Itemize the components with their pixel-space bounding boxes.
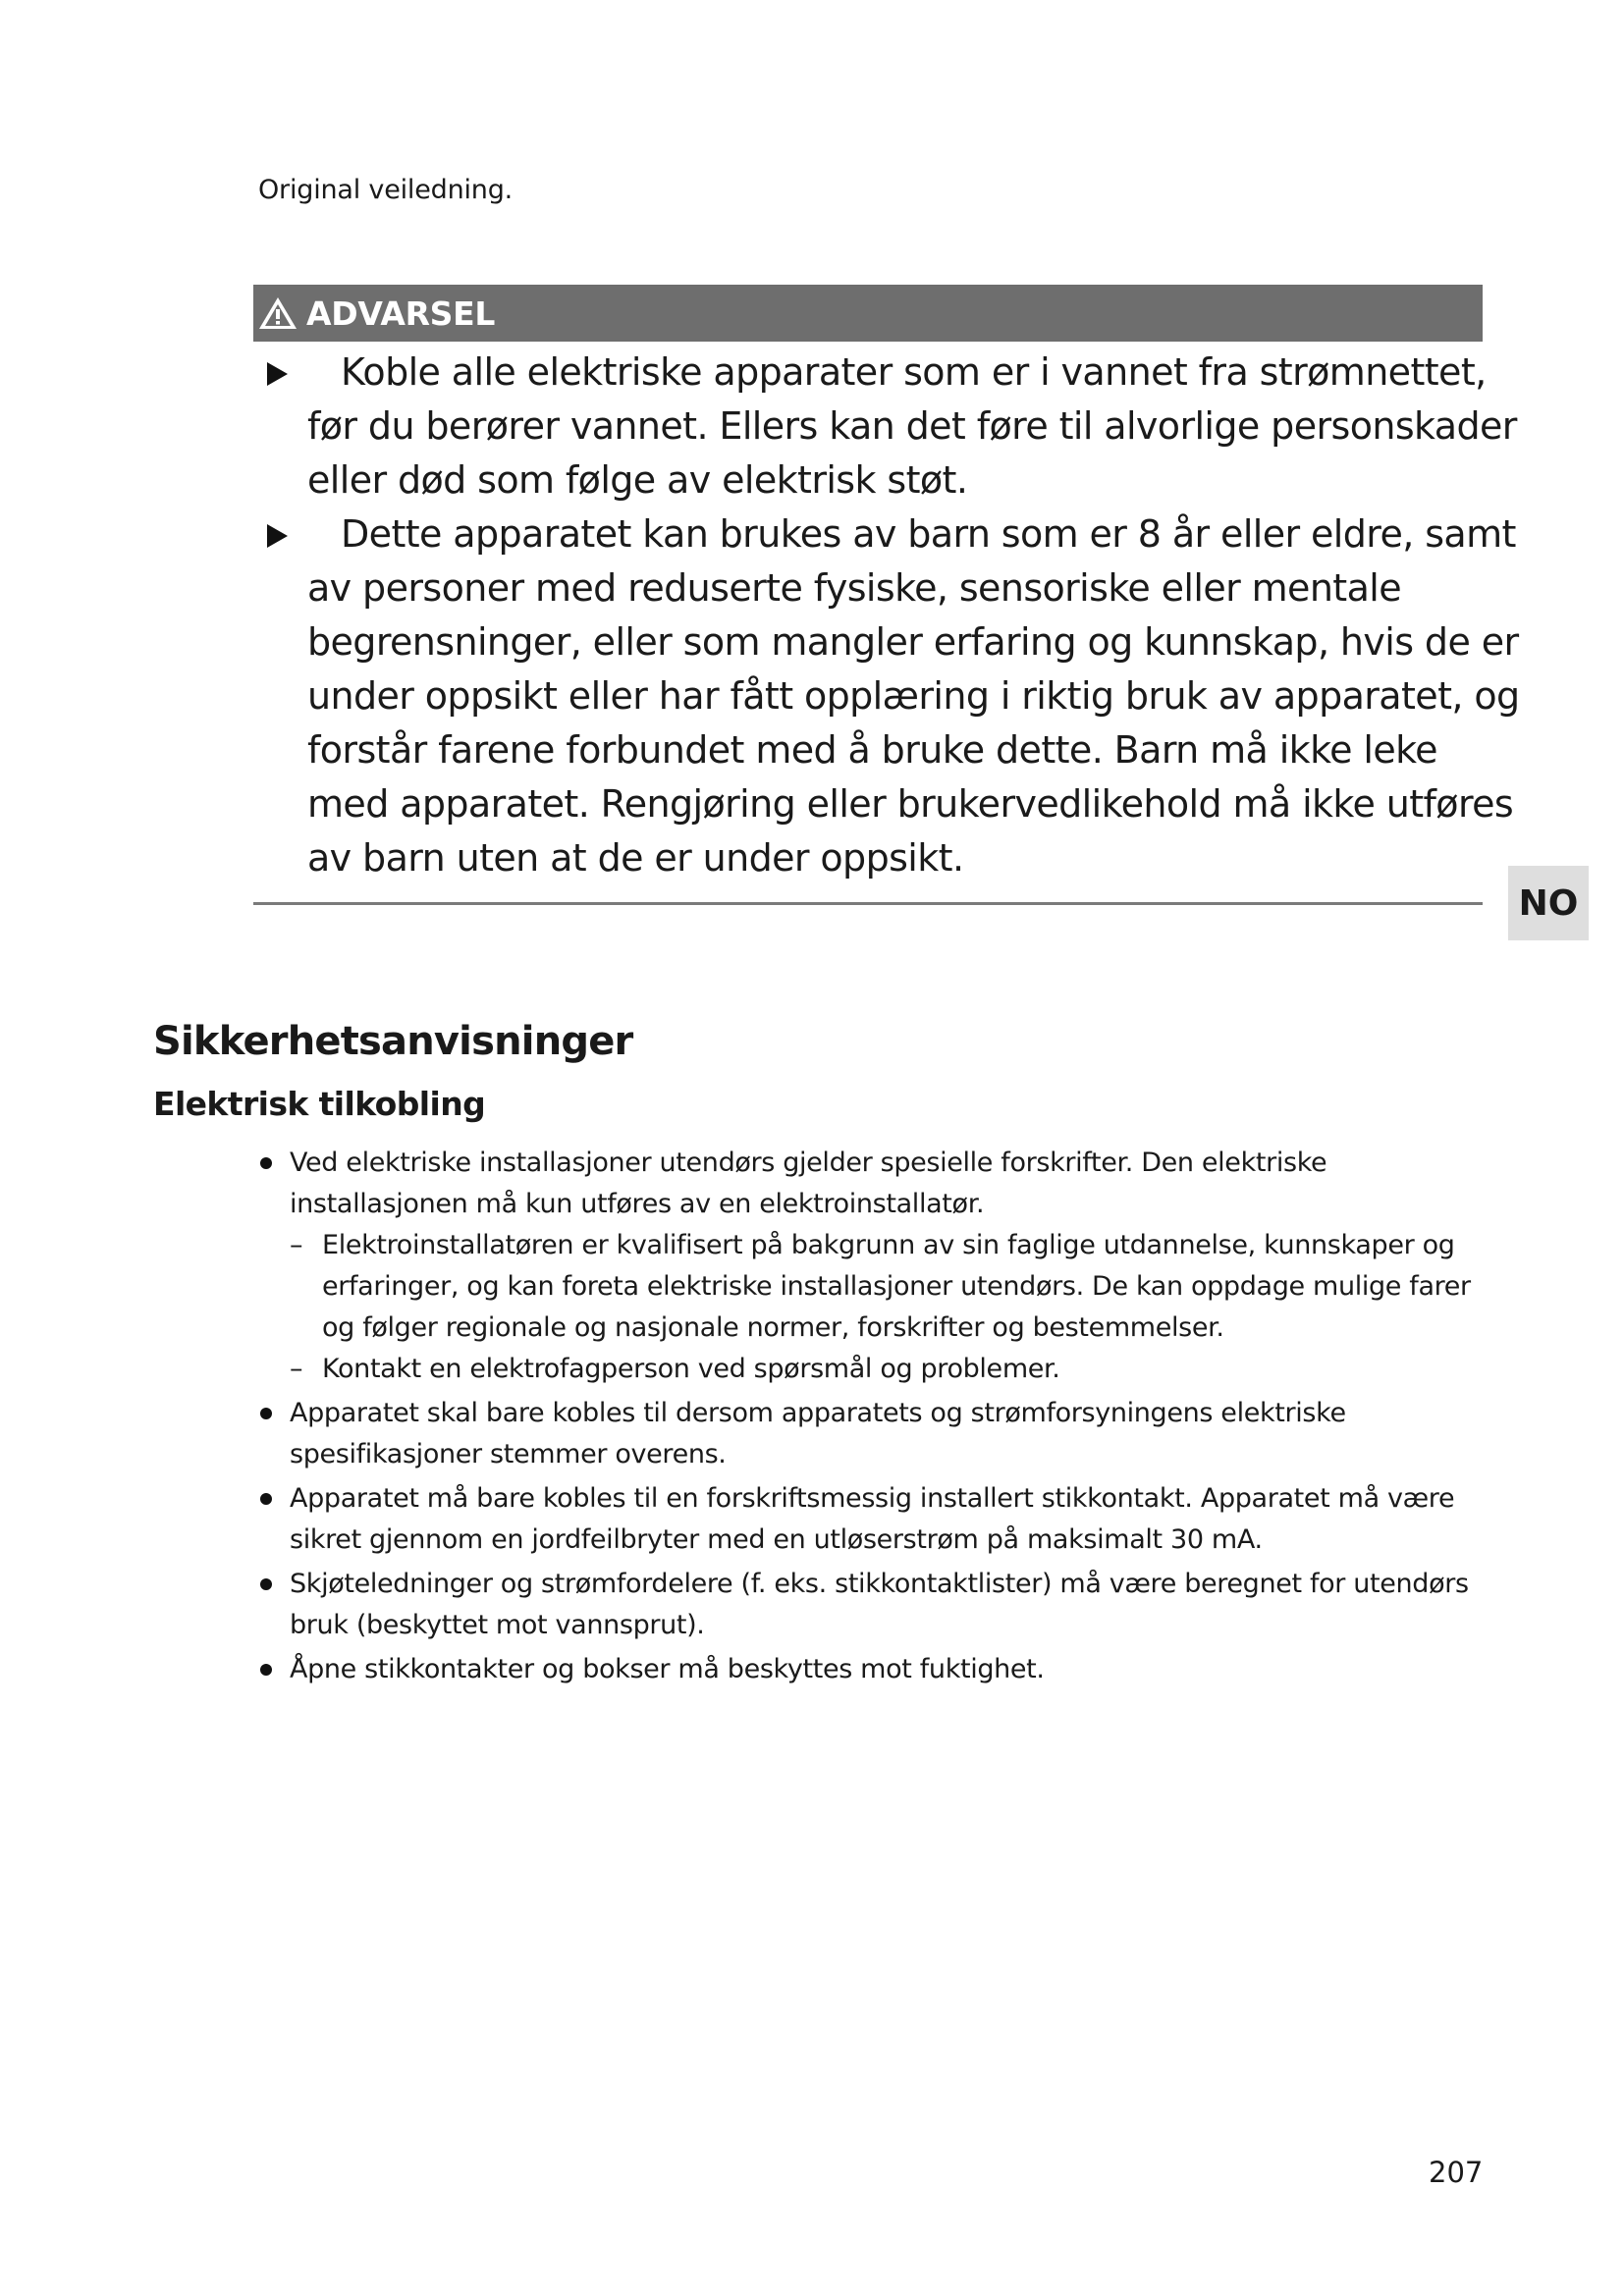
sub-list-item-text: Kontakt en elektrofagperson ved spørsmål og problemer.	[322, 1354, 1060, 1384]
list-item-text: Apparatet må bare kobles til en forskriftsmessig installert stikkontakt. Apparatet må være sikret gjennom en jordfeilbryter med en utløserstrøm på maksimalt 30 mA.	[290, 1483, 1455, 1555]
bullet-icon	[260, 1493, 272, 1505]
warning-title: ADVARSEL	[306, 294, 496, 333]
warning-item	[253, 346, 1520, 507]
language-tab: NO	[1508, 866, 1589, 940]
list-item	[258, 1393, 1481, 1475]
bullet-icon	[260, 1664, 272, 1676]
section-subtitle: Elektrisk tilkobling	[153, 1085, 486, 1123]
warning-header	[253, 285, 1483, 342]
warning-list	[253, 346, 1520, 885]
warning-item-text: Koble alle elektriske apparater som er i vannet fra strømnettet, før du berører vannet. Ellers kan det føre til alvorlige personskader eller død som følge av elektrisk støt.	[307, 350, 1517, 502]
arrow-right-icon	[267, 524, 288, 548]
sub-list-item	[290, 1225, 1481, 1349]
warning-triangle-icon	[257, 295, 298, 331]
arrow-right-icon	[267, 362, 288, 386]
list-item	[258, 1564, 1481, 1646]
list-item	[258, 1143, 1481, 1390]
safety-list	[258, 1143, 1481, 1693]
sub-list-item	[290, 1349, 1481, 1390]
dash-icon: –	[290, 1230, 303, 1260]
list-item	[258, 1649, 1481, 1690]
warning-item-text: Dette apparatet kan brukes av barn som er 8 år eller eldre, samt av personer med reduserte fysiske, sensoriske eller mentale begrensninger, eller som mangler erfaring og kunnskap, hvis de er under oppsikt eller har fått opplæring i riktig bruk av apparatet, og forstår farene forbundet med å bruke dette. Barn må ikke leke med apparatet. Rengjøring eller brukervedlikehold må ikke utføres av barn uten at de er under oppsikt.	[307, 512, 1520, 880]
list-item-text: Ved elektriske installasjoner utendørs gjelder spesielle forskrifter. Den elektriske installasjonen må kun utføres av en elektroinstallatør.	[290, 1148, 1327, 1219]
bullet-icon	[260, 1408, 272, 1419]
intro-text: Original veiledning.	[258, 175, 514, 205]
list-item-text: Skjøteledninger og strømfordelere (f. eks. stikkontaktlister) må være beregnet for utendørs bruk (beskyttet mot vannsprut).	[290, 1569, 1469, 1640]
list-item	[258, 1478, 1481, 1561]
page-number: 207	[1429, 2156, 1484, 2189]
warning-item	[253, 507, 1520, 885]
warning-divider	[253, 902, 1483, 905]
list-item-text: Apparatet skal bare kobles til dersom apparatets og strømforsyningens elektriske spesifikasjoner stemmer overens.	[290, 1398, 1346, 1469]
section-title: Sikkerhetsanvisninger	[153, 1019, 633, 1064]
dash-icon: –	[290, 1354, 303, 1384]
list-item-text: Åpne stikkontakter og bokser må beskyttes mot fuktighet.	[290, 1654, 1045, 1684]
sub-list	[290, 1225, 1481, 1390]
sub-list-item-text: Elektroinstallatøren er kvalifisert på bakgrunn av sin faglige utdannelse, kunnskaper og erfaringer, og kan foreta elektriske installasjoner utendørs. De kan oppdage mulige farer og følger regionale og nasjonale normer, forskrifter og bestemmelser.	[322, 1230, 1471, 1343]
bullet-icon	[260, 1578, 272, 1590]
bullet-icon	[260, 1157, 272, 1169]
